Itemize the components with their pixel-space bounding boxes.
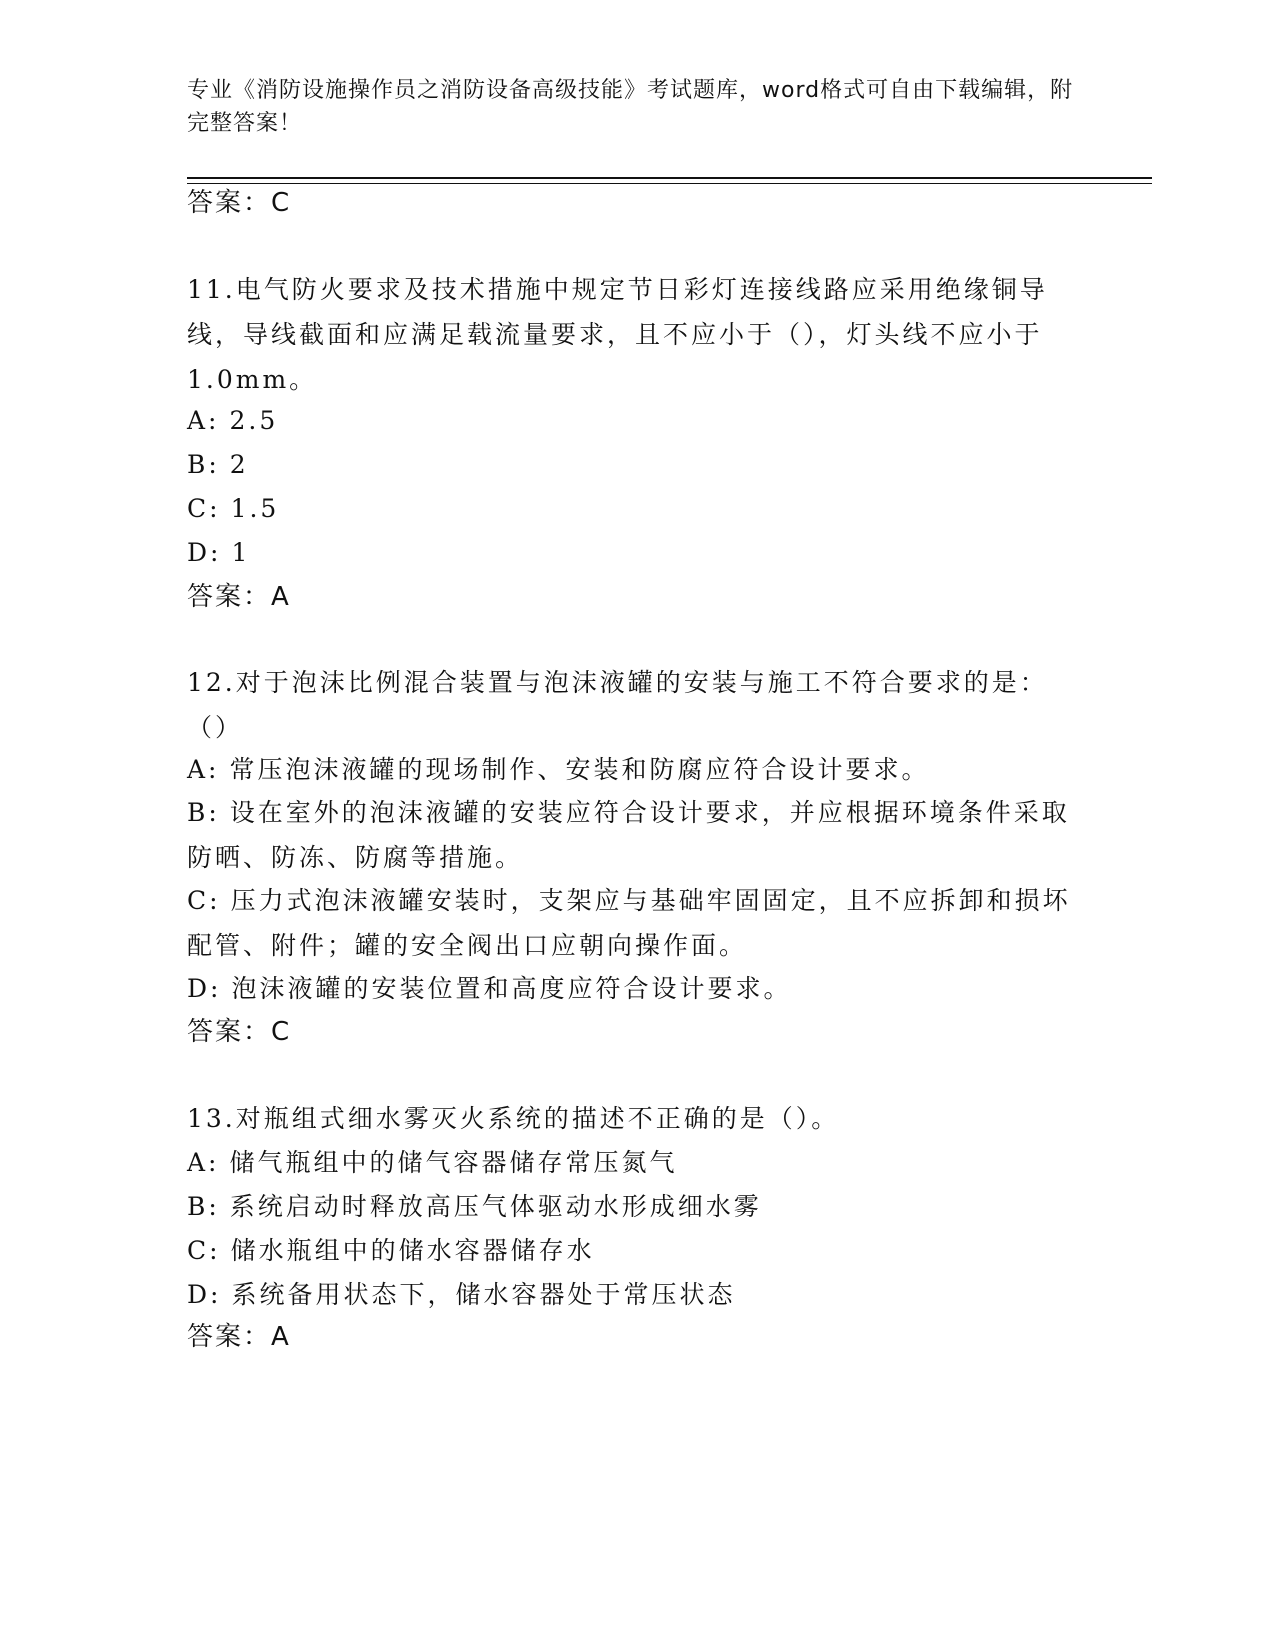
option-key: D: — [187, 538, 222, 567]
option-key: B: — [187, 450, 220, 479]
option-text: 系统备用状态下，储水容器处于常压状态 — [231, 1280, 736, 1309]
q13-option-a — [187, 1140, 1077, 1185]
q13-option-d — [187, 1272, 1077, 1317]
option-key: A: — [187, 1148, 220, 1177]
q12-answer — [187, 1015, 290, 1049]
header-rule-thin — [187, 183, 1152, 184]
q11-option-a — [187, 398, 1077, 443]
option-text: 2 — [229, 450, 249, 479]
option-key: C: — [187, 494, 221, 523]
q11-option-b — [187, 442, 1077, 487]
answer-label: 答案： — [187, 582, 272, 612]
question-11: 11.电气防火要求及技术措施中规定节日彩灯连接线路应采用绝缘铜导线，导线截面和应满足载流量要求，且不应小于（），灯头线不应小于1.0mm。 — [187, 275, 1048, 394]
option-text: 1 — [231, 538, 251, 567]
q12-option-a — [187, 747, 1077, 792]
option-text: 压力式泡沫液罐安装时，支架应与基础牢固固定，且不应拆卸和损坏配管、附件；罐的安全阀出口应朝向操作面。 — [187, 886, 1071, 960]
answer-value: C — [271, 1017, 291, 1047]
answer-value: C — [271, 188, 291, 218]
answer-value: A — [271, 582, 290, 612]
answer-value: A — [271, 1322, 290, 1352]
q12-option-c — [187, 878, 1077, 968]
option-text: 储气瓶组中的储气容器储存常压氮气 — [229, 1148, 678, 1177]
q13-option-c — [187, 1228, 1077, 1273]
option-key: D: — [187, 1280, 222, 1309]
option-key: C: — [187, 886, 221, 915]
answer-label: 答案： — [187, 188, 272, 218]
option-text: 常压泡沫液罐的现场制作、安装和防腐应符合设计要求。 — [229, 755, 930, 784]
option-key: A: — [187, 406, 220, 435]
option-key: B: — [187, 798, 220, 827]
prev-answer — [187, 186, 290, 220]
header-note: 专业《消防设施操作员之消防设备高级技能》考试题库，word格式可自由下载编辑，附完整答案！ — [187, 78, 1074, 136]
q12-option-b — [187, 790, 1077, 880]
header-rule-thick — [187, 177, 1152, 179]
q13-option-b — [187, 1184, 1077, 1229]
option-text: 系统启动时释放高压气体驱动水形成细水雾 — [229, 1192, 762, 1221]
option-text: 设在室外的泡沫液罐的安装应符合设计要求，并应根据环境条件采取防晒、防冻、防腐等措施。 — [187, 798, 1070, 872]
option-text: 2.5 — [229, 406, 279, 435]
q11-option-d — [187, 530, 1077, 575]
option-text: 1.5 — [230, 494, 280, 523]
q13-answer — [187, 1320, 290, 1354]
question-13: 13.对瓶组式细水雾灭火系统的描述不正确的是（）。 — [187, 1104, 840, 1133]
option-key: C: — [187, 1236, 221, 1265]
q11-option-c — [187, 486, 1077, 531]
answer-label: 答案： — [187, 1017, 272, 1047]
option-text: 泡沫液罐的安装位置和高度应符合设计要求。 — [231, 974, 792, 1003]
option-key: D: — [187, 974, 222, 1003]
q12-option-d — [187, 966, 1077, 1011]
option-text: 储水瓶组中的储水容器储存水 — [230, 1236, 595, 1265]
option-key: B: — [187, 1192, 220, 1221]
q11-answer — [187, 580, 290, 614]
option-key: A: — [187, 755, 220, 784]
answer-label: 答案： — [187, 1322, 272, 1352]
question-12: 12.对于泡沫比例混合装置与泡沫液罐的安装与施工不符合要求的是：（） — [187, 668, 1048, 742]
